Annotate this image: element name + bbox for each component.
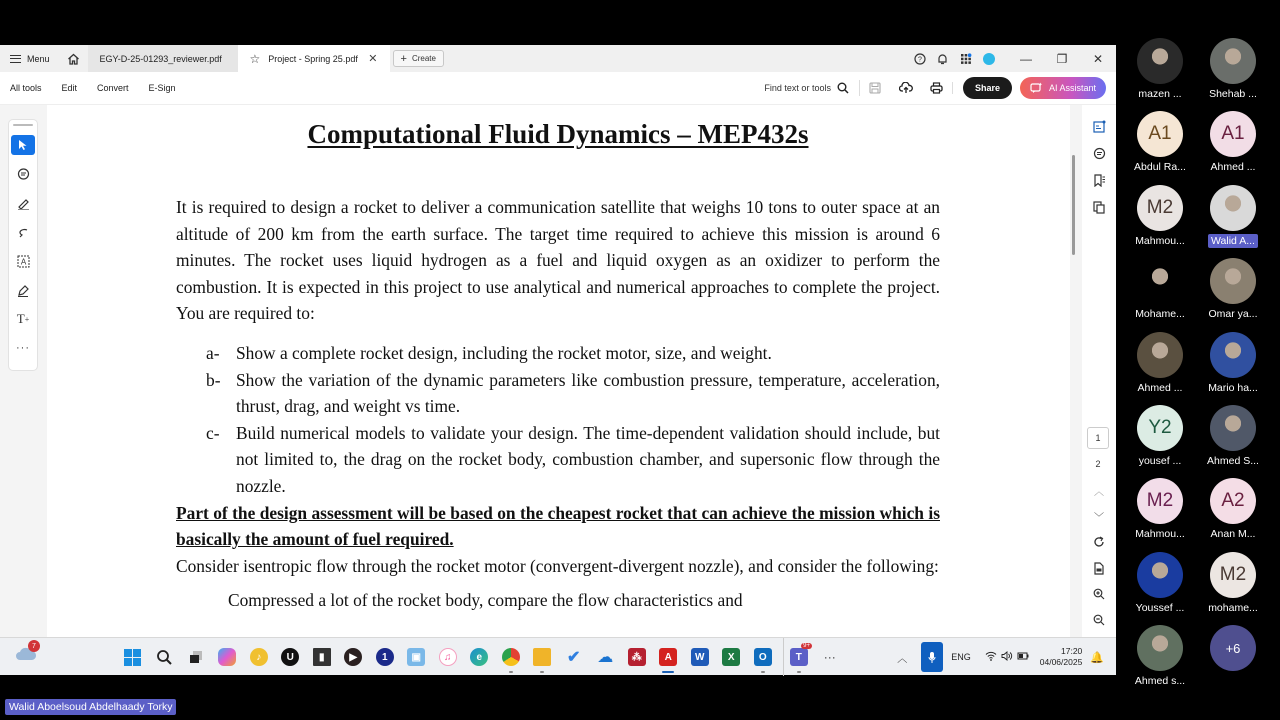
find-text-tools-button[interactable] <box>764 80 860 96</box>
dark-app-icon: ▮ <box>313 648 331 666</box>
participant-tile[interactable] <box>1193 625 1273 671</box>
tab-label: EGY-D-25-01293_reviewer.pdf <box>99 53 222 64</box>
rail-bottom-controls <box>1087 479 1111 631</box>
notification-bell-icon[interactable]: 🔔 <box>1090 651 1104 664</box>
save-button[interactable] <box>860 82 891 94</box>
participant-photo <box>1210 38 1256 84</box>
participant-name: Mario ha... <box>1208 381 1258 394</box>
document-title: Computational Fluid Dynamics – MEP432s <box>307 119 809 149</box>
printer-icon <box>930 82 943 94</box>
bookmarks-icon[interactable] <box>1087 169 1111 191</box>
participant-name: Ahmed s... <box>1134 675 1186 688</box>
share-button[interactable]: Share <box>963 77 1012 99</box>
participant-photo <box>1137 258 1183 304</box>
page-navigator <box>1087 427 1109 475</box>
word-app[interactable] <box>684 638 716 676</box>
page-content <box>176 119 940 614</box>
sign-tool[interactable] <box>11 280 35 300</box>
consider-paragraph: Consider isentropic flow through the rocket motor (convergent-divergent nozzle), and consider the following: <box>176 555 939 576</box>
window-controls <box>908 45 1116 72</box>
text-box-tool[interactable] <box>11 251 35 271</box>
weather-widget[interactable] <box>14 644 38 668</box>
upload-cloud-button[interactable] <box>891 82 922 94</box>
participant-photo <box>1137 625 1183 671</box>
participant-avatar: A1 <box>1137 111 1183 157</box>
ai-assistant-icon <box>1030 82 1043 94</box>
file-explorer-app[interactable] <box>527 638 559 676</box>
participant-tile[interactable] <box>1193 185 1273 249</box>
app-dark[interactable] <box>306 638 338 676</box>
participant-tile[interactable] <box>1120 185 1200 249</box>
create-button[interactable] <box>393 50 444 67</box>
participant-tile[interactable] <box>1193 552 1273 616</box>
participant-name: Shehab ... <box>1209 88 1257 100</box>
hamburger-icon <box>10 55 21 63</box>
participant-name: Mohame... <box>1135 308 1185 321</box>
highlight-tool[interactable] <box>11 193 35 213</box>
start-button[interactable] <box>117 638 149 676</box>
page-1-button[interactable]: 1 <box>1087 427 1109 449</box>
participant-avatar: +6 <box>1210 625 1256 671</box>
clock-date: 04/06/2025 <box>1039 657 1083 667</box>
itunes-icon: ♫ <box>439 648 457 666</box>
participant-tile[interactable] <box>1193 405 1273 469</box>
participant-tile[interactable] <box>1120 111 1200 175</box>
acrobat-app[interactable] <box>653 638 685 676</box>
app-u[interactable] <box>275 638 307 676</box>
all-tools-menu[interactable]: All tools <box>10 83 42 93</box>
teams-icon: T <box>790 648 808 666</box>
requirements-list <box>176 340 940 500</box>
participant-name: Abdul Ra... <box>1134 161 1186 174</box>
page-2-button[interactable]: 2 <box>1095 459 1101 469</box>
right-panel-rail <box>1082 105 1116 637</box>
participant-name: Omar ya... <box>1208 308 1258 321</box>
assessment-note: Part of the design assessment will be based on the cheapest rocket that can achieve the mission which is basically the amount of fuel required. <box>176 502 940 550</box>
list-text: Show a complete rocket design, including the rocket motor, size, and weight. <box>236 342 772 363</box>
participant-photo <box>1137 552 1183 598</box>
play-icon: ▶ <box>344 648 362 666</box>
wifi-icon[interactable] <box>985 651 997 664</box>
zoom-out-icon[interactable] <box>1087 609 1111 631</box>
bell-icon[interactable] <box>931 53 954 65</box>
itunes-app[interactable] <box>432 638 464 676</box>
list-text: Build numerical models to validate your design. The time-dependent validation should include, but not limited to, the drag on the rocket body, combustion chamber, and supersonic flow through the nozzle. <box>236 422 940 496</box>
menu-label: Menu <box>27 53 50 64</box>
participant-name: yousef ... <box>1138 455 1182 467</box>
language-indicator[interactable]: ENG <box>951 652 971 662</box>
help-icon[interactable] <box>908 53 931 65</box>
teams-badge: 9+ <box>803 643 810 649</box>
windows-taskbar <box>0 637 1116 675</box>
mendeley-app[interactable] <box>621 638 653 676</box>
task-view-icon <box>189 650 203 664</box>
participant-avatar: Y2 <box>1137 405 1183 451</box>
u-app-icon: U <box>281 648 299 666</box>
chevron-up-icon[interactable]: ︿ <box>1094 486 1104 498</box>
chrome-app[interactable] <box>495 638 527 676</box>
participant-tile[interactable] <box>1193 332 1273 396</box>
comments-panel-icon[interactable] <box>1087 142 1111 164</box>
music-icon: ♪ <box>250 648 268 666</box>
drag-handle[interactable] <box>13 124 33 126</box>
excel-app[interactable] <box>716 638 748 676</box>
participant-tile[interactable] <box>1120 332 1200 396</box>
participant-avatar: M2 <box>1137 185 1183 231</box>
find-label: Find text or tools <box>764 83 831 93</box>
word-icon: W <box>691 648 709 666</box>
quick-tools-bar <box>8 119 38 371</box>
restore-button[interactable]: ❐ <box>1056 51 1068 66</box>
text-box-icon <box>17 255 30 268</box>
save-icon <box>869 82 881 94</box>
participant-tile[interactable] <box>1120 552 1200 616</box>
document-workspace <box>0 105 1116 637</box>
participant-avatar: M2 <box>1137 478 1183 524</box>
participant-name: Anan M... <box>1210 528 1256 541</box>
participant-photo <box>1210 405 1256 451</box>
create-label: Create <box>411 54 436 63</box>
photos-icon: ▣ <box>407 648 425 666</box>
show-hidden-icons-chevron[interactable]: ︿ <box>897 653 908 665</box>
participant-tile[interactable] <box>1120 405 1200 469</box>
acrobat-icon: A <box>659 648 677 666</box>
page-display-icon[interactable] <box>1087 557 1111 579</box>
taskbar-apps <box>117 638 846 676</box>
copilot-icon <box>218 648 236 666</box>
acrobat-window <box>0 45 1116 637</box>
plus-icon: + <box>400 52 407 65</box>
signature-icon <box>17 284 30 297</box>
participant-avatar: M2 <box>1210 552 1256 598</box>
presenter-name-tag: Walid Aboelsoud Abdelhaady Torky <box>5 699 176 715</box>
profile-avatar[interactable] <box>977 53 1000 65</box>
chevron-down-icon[interactable]: ﹀ <box>1094 512 1104 524</box>
music-app[interactable] <box>243 638 275 676</box>
microphone-icon <box>928 651 936 664</box>
svg-text:?: ? <box>917 56 922 63</box>
folder-icon <box>533 648 551 666</box>
edit-menu[interactable]: Edit <box>61 83 78 93</box>
rotate-icon[interactable] <box>1087 531 1111 553</box>
todo-app[interactable] <box>558 638 590 676</box>
list-item <box>206 367 940 420</box>
zoom-in-icon[interactable] <box>1087 583 1111 605</box>
comment-tool[interactable] <box>11 164 35 184</box>
participant-tile[interactable] <box>1120 625 1200 689</box>
participant-name: mohame... <box>1208 601 1258 614</box>
chrome-icon <box>502 648 520 666</box>
close-tab-icon[interactable]: ✕ <box>368 53 378 65</box>
outlook-app[interactable] <box>747 638 779 676</box>
participant-photo <box>1137 332 1183 378</box>
clock[interactable] <box>1040 646 1083 668</box>
comment-icon <box>17 168 30 181</box>
draw-tool[interactable] <box>11 222 35 242</box>
participant-tile[interactable] <box>1193 38 1273 102</box>
search-icon <box>156 649 172 665</box>
tab-reviewer-pdf[interactable] <box>88 45 238 72</box>
search-button[interactable] <box>149 638 181 676</box>
close-window-button[interactable]: ✕ <box>1092 51 1104 66</box>
participant-tile[interactable] <box>1120 38 1200 102</box>
convert-menu[interactable]: Convert <box>97 83 129 93</box>
list-item <box>206 340 940 367</box>
tab-project-pdf[interactable] <box>238 45 390 72</box>
weather-badge: 7 <box>28 640 40 652</box>
list-text: Show the variation of the dynamic parameters like combustion pressure, temperature, acceleration, thrust, drag, and weight vs time. <box>236 369 940 417</box>
teams-app[interactable] <box>783 638 815 676</box>
task-view-button[interactable] <box>180 638 212 676</box>
participant-name: Walid A... <box>1208 234 1258 248</box>
more-icon: ··· <box>823 650 836 664</box>
participant-avatar: A2 <box>1210 478 1256 524</box>
participant-photo <box>1137 38 1183 84</box>
star-icon[interactable]: ☆ <box>249 51 261 66</box>
media-player-app[interactable] <box>338 638 370 676</box>
select-tool[interactable] <box>11 135 35 155</box>
participant-tile[interactable] <box>1193 111 1273 175</box>
volume-icon[interactable] <box>1001 651 1013 663</box>
check-icon: ✔ <box>567 649 581 666</box>
intro-paragraph: It is required to design a rocket to deliver a communication satellite that weighs 10 tons to outer space at an altitude of 200 km from the earth surface. The target time required to achieve this mission is around 6 minutes. The rocket uses liquid hydrogen as a fuel and liquid oxygen as an oxidizer to perform the combustion. It is expected in this project to use analytical and numerical approaches to complete the project. You are required to: <box>176 197 940 324</box>
list-item <box>206 420 940 500</box>
tab-bar <box>0 45 1116 72</box>
more-apps-button[interactable] <box>814 638 846 676</box>
outlook-icon: O <box>754 648 772 666</box>
cloud-upload-icon <box>899 82 913 94</box>
toolbar-right <box>764 72 1106 104</box>
participant-avatar: A1 <box>1210 111 1256 157</box>
one-app-icon: 1 <box>376 648 394 666</box>
print-button[interactable] <box>922 82 953 94</box>
participant-name: Ahmed S... <box>1207 455 1259 467</box>
list-marker: b- <box>206 369 221 390</box>
participant-name: Mahmou... <box>1135 528 1185 541</box>
participant-name: mazen ... <box>1138 88 1182 100</box>
participant-tile[interactable] <box>1193 258 1273 322</box>
participant-tile[interactable] <box>1193 478 1273 542</box>
battery-icon[interactable] <box>1017 651 1030 663</box>
onenote-like-app[interactable] <box>369 638 401 676</box>
clock-time: 17:20 <box>1061 646 1083 656</box>
cursor-icon <box>18 139 28 151</box>
esign-menu[interactable]: E-Sign <box>148 83 176 93</box>
add-text-tool[interactable]: T + <box>16 311 30 326</box>
pdf-page[interactable] <box>47 105 1070 637</box>
page-thumbnails-icon[interactable] <box>1087 196 1111 218</box>
windows-icon <box>124 649 141 666</box>
onedrive-icon: ☁ <box>597 649 614 666</box>
participant-name: Ahmed ... <box>1137 381 1183 394</box>
edge-icon: e <box>470 648 488 666</box>
cut-off-line: Compressed a lot of the rocket body, compare the flow characteristics and <box>228 590 743 611</box>
participant-photo <box>1210 258 1256 304</box>
list-marker: a- <box>206 342 220 363</box>
list-marker: c- <box>206 422 220 443</box>
system-tray <box>891 638 1104 676</box>
lasso-icon <box>17 226 30 239</box>
ai-assistant-button[interactable] <box>1020 77 1106 99</box>
participant-tile[interactable] <box>1120 478 1200 542</box>
home-icon <box>67 53 80 65</box>
participant-photo <box>1210 185 1256 231</box>
svg-text:A: A <box>20 257 26 266</box>
participant-name: Mahmou... <box>1135 234 1185 247</box>
onedrive-app[interactable] <box>590 638 622 676</box>
apps-grid-icon[interactable] <box>954 53 977 65</box>
participant-name: Youssef ... <box>1135 601 1185 614</box>
organize-pages-icon[interactable] <box>1087 115 1111 137</box>
menu-button[interactable] <box>0 45 60 72</box>
home-button[interactable] <box>60 53 88 65</box>
ai-assistant-label: AI Assistant <box>1048 83 1096 93</box>
microphone-button[interactable] <box>921 642 943 672</box>
more-tools-icon[interactable]: ··· <box>16 342 30 354</box>
edge-app[interactable] <box>464 638 496 676</box>
copilot-app[interactable] <box>212 638 244 676</box>
participant-photo <box>1210 332 1256 378</box>
pen-icon <box>17 197 30 210</box>
search-icon <box>837 82 849 94</box>
mendeley-icon: ⁂ <box>628 648 646 666</box>
participant-name: Ahmed ... <box>1210 161 1256 174</box>
main-toolbar <box>0 72 1116 105</box>
tab-label: Project - Spring 25.pdf <box>268 53 358 64</box>
minimize-button[interactable]: — <box>1020 51 1032 66</box>
participant-tile[interactable] <box>1120 258 1200 322</box>
excel-icon: X <box>722 648 740 666</box>
vertical-scrollbar[interactable] <box>1072 155 1075 255</box>
photos-app[interactable] <box>401 638 433 676</box>
